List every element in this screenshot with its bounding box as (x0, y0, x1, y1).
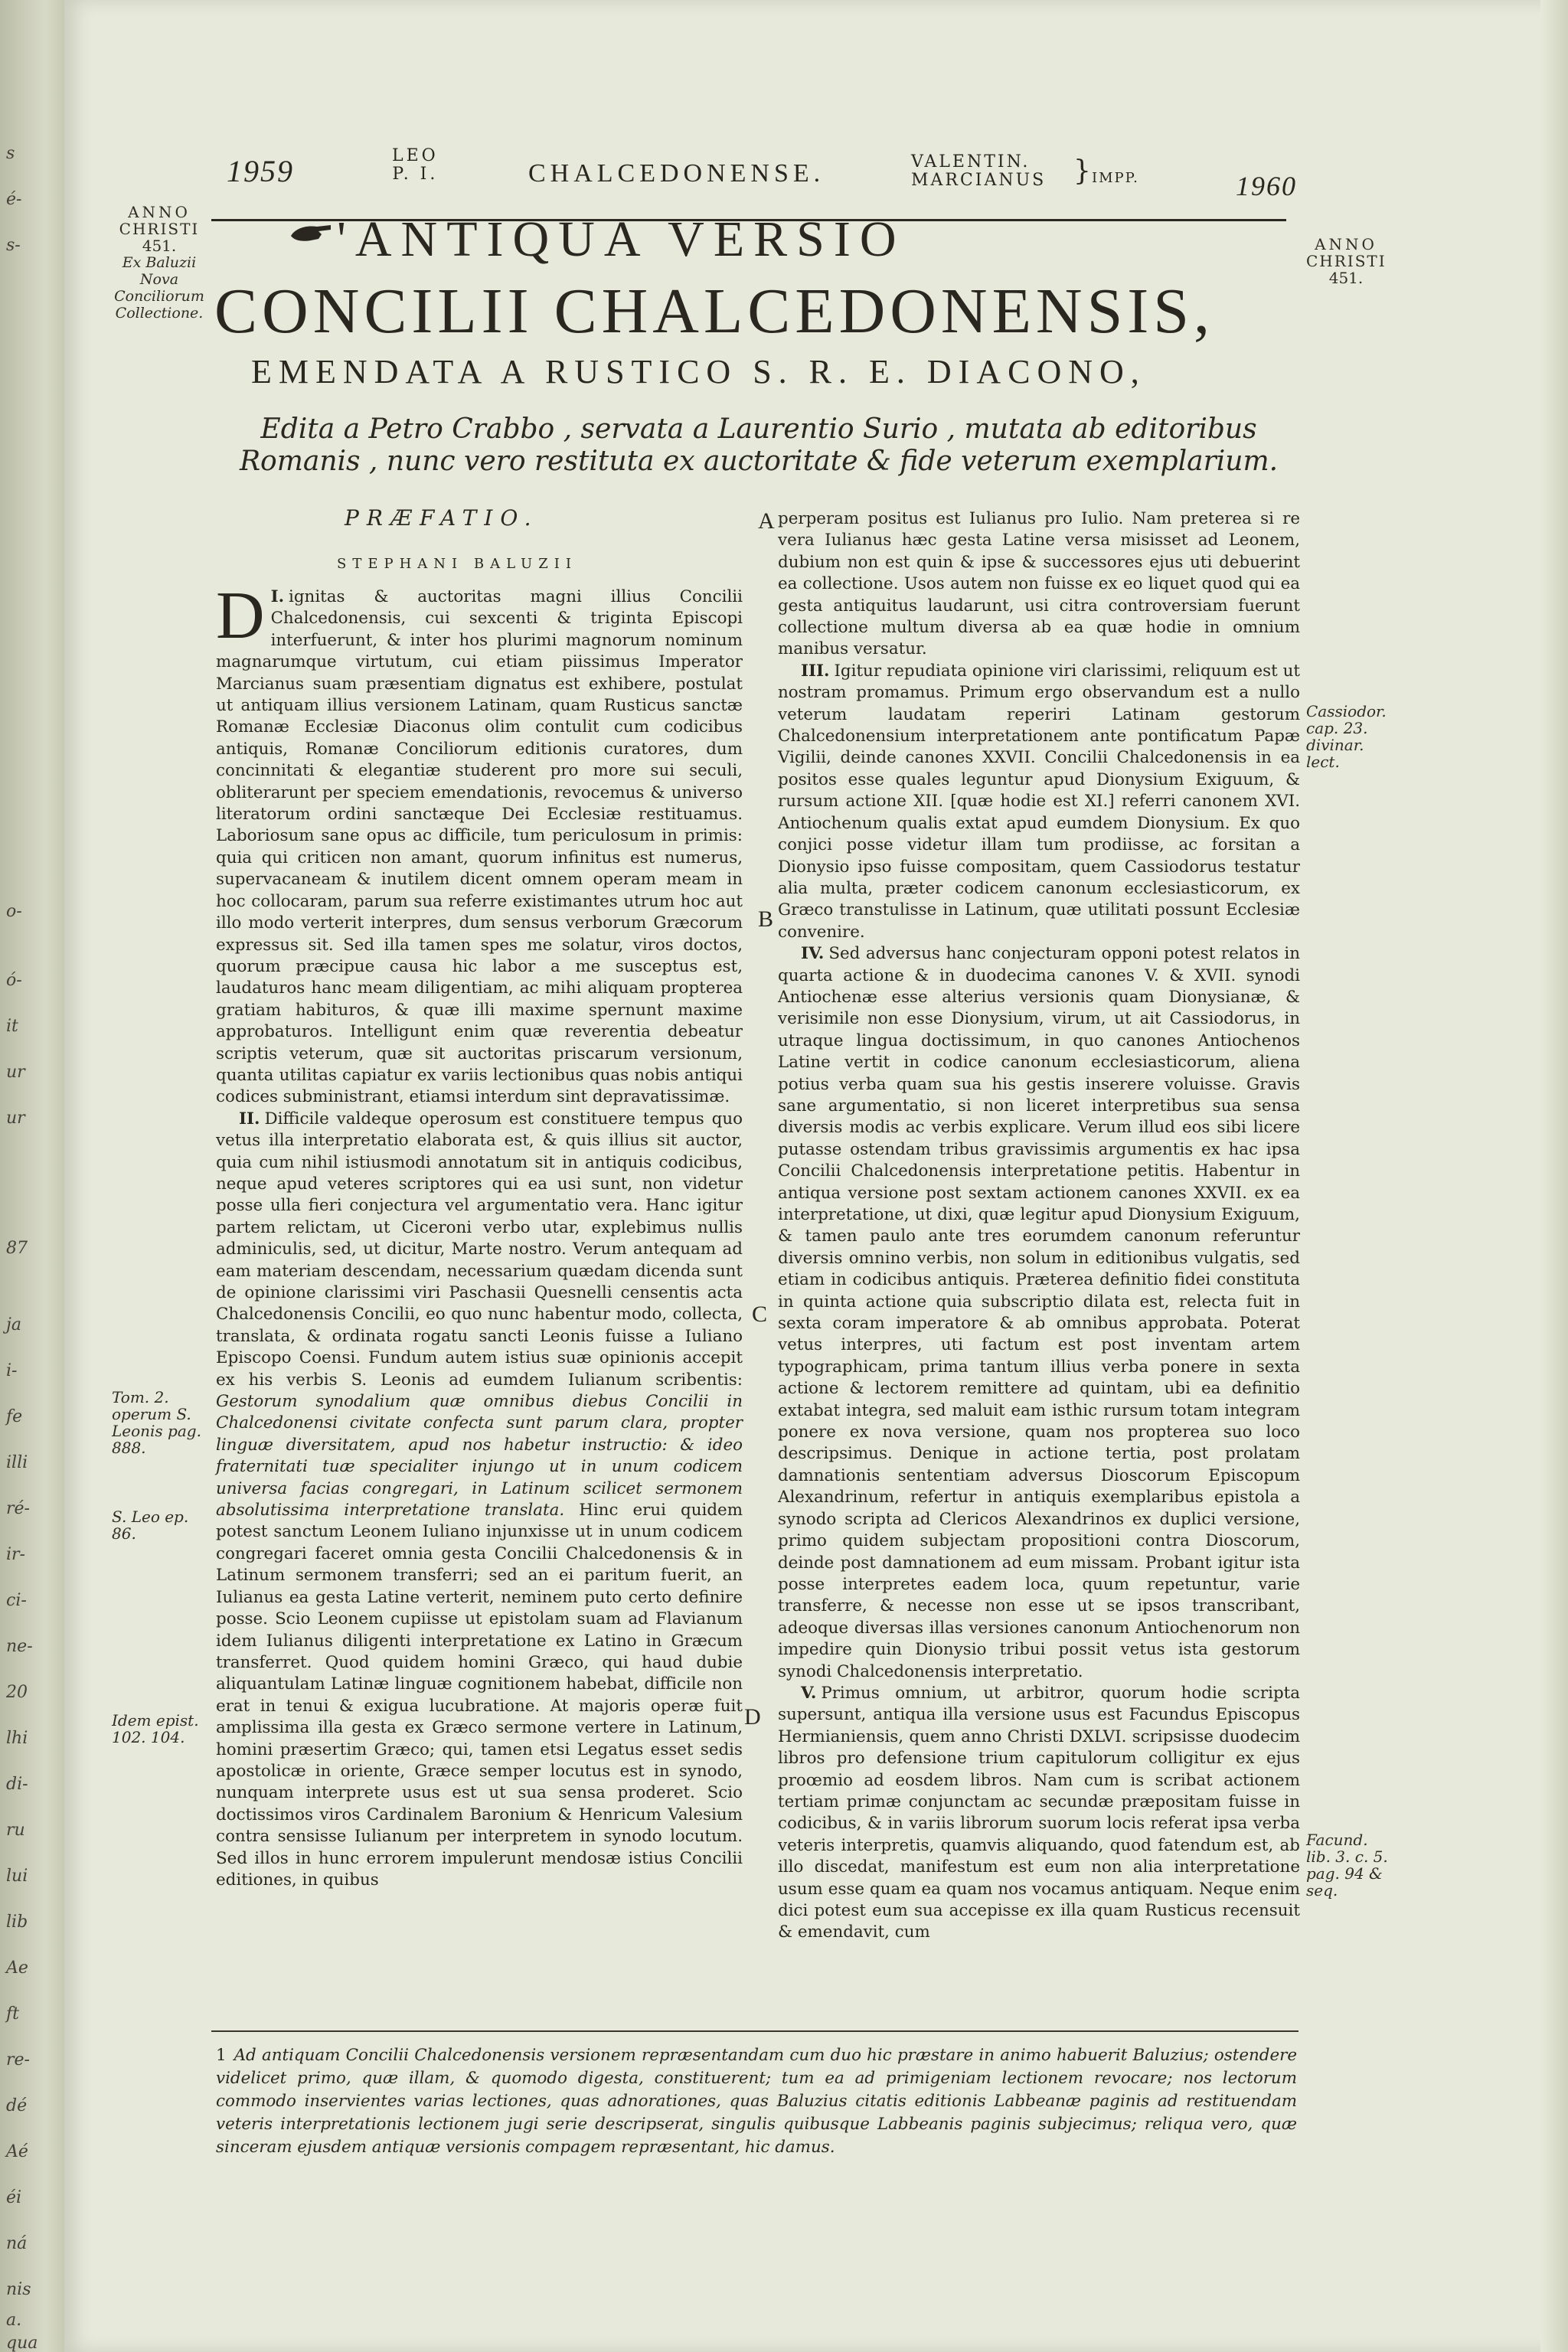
adjacent-page-fragment: ft (6, 2004, 19, 2024)
adjacent-page-fragment: 20 (6, 1683, 28, 1702)
section-text: Igitur repudiata opinione viri clarissimi, reliquum est ut nostram promamus. Primum ergo observandum est a nullo veterum laudatam reperiri Latinam gestorum Chalcedonensium interpretationem ante pontificatum Papæ Vigilii, deinde canones XXVII. Concilii Chalcedonensis in ea positos esse quales leguntur apud Dionysium Exiguum, & rursum actione XII. [quæ hodie est XI.] referri canonem XVI. Antiochenum qualis extat apud eumdem Dionysium. Ex quo conjici posse videtur illam tum prodiisse, ac forsitan a Dionysio ipso fuisse compositam, quem Cassiodorus testatur alia multa, præter codicem canonum ecclesiasticorum, ex Græco transtulisse in Latinum, quæ utilitati possunt Ecclesiæ convenire. (778, 661, 1300, 942)
section-number: I. (270, 587, 285, 606)
adjacent-page-fragment: é- (6, 190, 22, 209)
footnote-rule (211, 2030, 1298, 2032)
adjacent-page-fragment: Aé (6, 2142, 28, 2161)
title-line-3: EMENDATA A RUSTICO S. R. E. DIACONO, (251, 353, 1146, 390)
anno-label: ANNO (128, 203, 191, 221)
left-text-column (216, 579, 743, 1891)
adjacent-page-fragment: ná (6, 2234, 28, 2253)
footnote-mark: 1 (216, 2046, 227, 2065)
year-label: 451. (142, 237, 177, 255)
adjacent-page-fragment: lib (6, 1913, 28, 1932)
emperors-label (911, 153, 1046, 190)
adjacent-page-fragment: ne- (6, 1637, 33, 1656)
footnote (216, 2044, 1297, 2159)
section-5 (778, 1683, 1300, 1944)
adjacent-page-fragment: di- (6, 1775, 28, 1794)
margin-note-leo-ep: S. Leo ep. 86. (112, 1508, 189, 1543)
source-note: Ex Baluzii Nova Conciliorum Collectione. (114, 254, 204, 322)
section-text: Difficile valdeque operosum est constituere tempus quo vetus illa interpretatio elaborata est, & quis illius sit auctor, quia cum nihil istiusmodi annotatum sit in antiquis codicibus, neque apud veteres scriptores qui ea usi sunt, non videtur posse ulla fieri conjectura vel argumentatio vera. Hanc igitur partem relictam, ut Ciceroni verbo utar, explebimus nullis adminiculis, sed, ut dicitur, Marte nostro. Verum antequam ad eam materiam descendam, necessarium quædam dicenda sunt de opinione clarissimi viri Paschasii Quesnelli censentis acta Chalcedonensis Concilii, eo quo nunc habentur modo, collecta, translata, & ordinata rogatu sancti Leonis fuisse a Iuliano Episcopo Coensi. Fundum autem istius suæ opinionis accepit ex his verbis S. Leonis ad eumdem Iulianum scribentis: (216, 1109, 743, 1390)
adjacent-page-fragment: illi (6, 1453, 28, 1472)
right-text-column (778, 508, 1300, 1944)
margin-note-tom: Tom. 2. operum S. Leonis pag. 888. (112, 1388, 201, 1457)
adjacent-page-fragment: ir- (6, 1545, 25, 1564)
adjacent-page-fragment: 87 (6, 1239, 28, 1258)
page-edge-shadow (1540, 0, 1568, 2352)
section-letter-d: D (744, 1704, 761, 1730)
section-2 (216, 1109, 743, 1892)
adjacent-page-fragment: ci- (6, 1591, 27, 1610)
emperor-valentinian: VALENTIN. (911, 152, 1031, 172)
adjacent-page-fragment: Ae (6, 1958, 28, 1978)
title-subtitle: Edita a Petro Crabbo , servata a Laurentio Surio , mutata ab editoribus Romanis , nunc vero restituta ex auctoritate & fide veterum exemplarium. (239, 413, 1279, 477)
section-letter-b: B (758, 906, 774, 932)
adjacent-page-fragment: qua (6, 2334, 38, 2352)
adjacent-page-fragment: it (6, 1017, 18, 1036)
adjacent-page-fragment: ó- (6, 971, 22, 990)
pope-label (392, 147, 439, 184)
leo-quotation: Gestorum synodalium quæ omnibus diebus Concilii in Chalcedonensi civitate confecta sunt parum clara, propter linguæ diversitatem, apud nos habetur instructio: & ideo fraternitati tuæ specialiter injungo ut in unum codicem universa facias congregari, in Latinum scilicet sermonem absolutissima interpretatione translata. (216, 1392, 743, 1521)
adjacent-page-fragment: ru (6, 1821, 25, 1840)
brace-glyph: } (1073, 155, 1091, 187)
adjacent-page-fragment: re- (6, 2050, 30, 2069)
adjacent-page-fragment: ja (6, 1315, 21, 1334)
praefatio-author: STEPHANI BALUZII (337, 556, 577, 572)
emperors-suffix: IMPP. (1092, 170, 1139, 186)
adjacent-page-fragment: ré- (6, 1499, 30, 1518)
running-title: CHALCEDONENSE. (528, 159, 825, 188)
section-number: V. (801, 1683, 817, 1703)
page-number-left: 1959 (227, 154, 294, 188)
page-number-right: 1960 (1236, 171, 1297, 201)
adjacent-page-fragment: ur (6, 1109, 25, 1128)
adjacent-page-fragment: éi (6, 2188, 22, 2207)
adjacent-page-fragment: dé (6, 2096, 28, 2115)
christi-label: CHRISTI (119, 220, 200, 238)
drop-cap: D (216, 579, 265, 653)
section-4 (778, 943, 1300, 1683)
section-3 (778, 661, 1300, 943)
christi-label: CHRISTI (1306, 252, 1387, 270)
title-line-2: CONCILII CHALCEDONENSIS, (214, 276, 1214, 347)
anno-label: ANNO (1315, 235, 1377, 253)
section-letter-c: C (752, 1302, 768, 1327)
adjacent-page-fragment: lui (6, 1867, 28, 1886)
section-2-continued: perperam positus est Iulianus pro Iulio. Nam preterea si re vera Iulianus hæc gesta Latine versa misisset ad Leonem, dubium non est quin & ipse & successores ejus uti debuerint ea collectione. Usos autem non fuisse ex eo liquet quod qui ea gesta antiquitus laudarunt, usi citra controversiam fuerunt collectione multum diversa ab ea quæ hodie in omnium manibus versatur. (778, 509, 1300, 659)
adjacent-page-fragment: s (6, 144, 15, 163)
section-text: ignitas & auctoritas magni illius Concilii Chalcedonensis, cui sexcenti & triginta Episcopi interfuerunt, & inter hos plurimi magnorum nominum magnarumque virtutum, cui etiam piissimus Imperator Marcianus suam præsentiam dignatus est exhibere, postulat ut antiquam illius versionem Latinam, quam Rusticus sanctæ Romanæ Ecclesiæ Diaconus olim contulit cum codicibus antiquis, Romanæ Conciliorum editionis curatores, dum concinnitati & elegantiæ studerent pro more sui seculi, obliterarunt per speciem emendationis, revocemus & universo literatorum ordini sanctæque Dei Ecclesiæ restituamus. Laboriosum sane opus ac difficile, tum periculosum in primis: quia qui criticen non amant, quorum infinitus est numerus, supervacaneam & inutilem dicent omnem operam meam in hoc collocaram, parum sua referre existimantes utrum hoc aut illo modo verterit interpres, dum sensus verborum Græcorum expressus sit. Sed illa tamen spes me solatur, viros doctos, quorum præcipue causa hic labor a me susceptus est, laudaturos hanc meam diligentiam, ac mihi aliquam propterea gratiam habituros, & quæ illi maxime spernunt maxime approbaturos. Intelligunt enim quæ reverentia debeatur scriptis veterum, quæ sit auctoritas priscarum versionum, quanta utilitas capiatur ex variis lectionibus quas nobis antiqui codices subministrant, etiamsi interdum sint depravatissimæ. (216, 587, 743, 1107)
section-text-continued: Hinc erui quidem potest sanctum Leonem Iuliano injunxisse ut in unum codicem congregari faceret omnia gesta Concilii Chalcedonensis & in Latinum sermonem transferri; sed an ei paritum fuerit, an Iulianus ea gesta Latine verterit, neminem puto certo definire posse. Scio Leonem cupiisse ut epistolam suam ad Flavianum idem Iulianus diligenti interpretatione ex Latino in Græcum transferret. Quod quidem homini Græco, qui haud dubie aliquantulam Latinæ linguæ cognitionem habebat, difficile non erat in tenui & exigua lucubratione. At majoris operæ fuit amplissima illa gesta ex Græco sermone vertere in Latinum, homini præsertim Græco; qui, tamen etsi Legatus esset sedis apostolicæ in oriente, Græce semper locutus est in synodo, nunquam interprete usus est ut sua sensa proderet. Scio doctissimos viros Cardinalem Baronium & Henricum Valesium contra sensisse Iulianum per interpretem in synodo locutum. Sed illos in hunc errorem impulerunt mendosæ istius Concilii editiones, in quibus (216, 1501, 743, 1890)
adjacent-page-fragment: fe (6, 1407, 23, 1426)
anno-christi-left (113, 204, 205, 322)
section-letter-a: A (758, 508, 775, 534)
section-text: Primus omnium, ut arbitror, quorum hodie scripta supersunt, antiqua illa versione usus est Facundus Episcopus Hermianiensis, quem anno Christi DXLVI. scripsisse duodecim libros pro defensione trium capitulorum colligitur ex ejus proœmio ad eosdem libros. Nam cum is scribat actionem tertiam primæ conjunctam ac secundæ præpositam fuisse in codicibus, & in variis librorum suorum locis referat ipsa verba veteris interpretis, quamvis aliquando, quod fatendum est, ab illo discedat, manifestum est eum non alia interpretatione usum esse quam ea quam nos vocamus antiquam. Neque enim dici potest eum sua accepisse ex illa quam Rusticus recensuit & emendavit, cum (778, 1683, 1300, 1942)
adjacent-page-fragment: ur (6, 1063, 25, 1082)
pointing-hand-icon (288, 214, 334, 251)
adjacent-page-fragment: a. (6, 2311, 22, 2330)
praefatio-heading: PRÆFATIO. (345, 505, 539, 531)
year-label: 451. (1328, 269, 1364, 287)
section-number: II. (239, 1109, 260, 1129)
section-1 (216, 579, 743, 1109)
adjacent-page-fragment: s- (6, 236, 21, 255)
adjacent-page-fragment: nis (6, 2280, 31, 2299)
adjacent-page-fragment: o- (6, 902, 22, 921)
pope-ordinal: P. I. (392, 165, 439, 184)
footnote-text: Ad antiquam Concilii Chalcedonensis versionem repræsentandam cum duo hic præstare in animo habuerit Baluzius; ostendere videlicet primo, quæ illam, & quomodo digesta, constituerent; tum ea ad primigeniam lectionem revocare; nos lectorum commodo inservientes varias lectiones, quas adnorationes, quas Baluzius citatis editionis Labbeanæ paginis ad restituendam veteris interpretationis lectionem jugi serie descripserat, singulis quibusque Labbeanis paginis subjecimus; reliqua vero, quæ sinceram ejusdem antiquæ versionis compagem repræsentant, hic damus. (216, 2046, 1297, 2157)
section-number: IV. (801, 944, 825, 964)
emperor-marcian: MARCIANUS (911, 171, 1047, 190)
section-number: III. (801, 661, 830, 681)
anno-christi-right (1306, 236, 1386, 286)
section-text: Sed adversus hanc conjecturam opponi potest relatos in quarta actione & in duodecima canones V. & XVII. synodi Antiochenæ esse alterius versionis quam Dionysianæ, & verisimile non esse Dionysium, virum, ut ait Cassiodorus, in utraque lingua doctissimum, in quo canones Antiochenos Latine vertit in codice canonum ecclesiasticorum, aliena potius verba quam sua his gestis inserere voluisse. Gravis sane argumentatio, si non liceret interpretibus sua sensa diversis modis ac verbis explicare. Verum illud eos sibi licere putasse ostendam tribus gravissimis argumentis ex hac ipsa Concilii Chalcedonensis interpretatione petitis. Habentur in antiqua versione post sextam actionem canones XXVII. ex ea interpretatione, ut dixi, quæ legitur apud Dionysium Exiguum, & tamen paulo ante tres eorumdem canonum referuntur diversis omnino verbis, non solum in editionibus vulgatis, sed etiam in codicibus antiquis. Præterea definitio fidei constituta in quinta actione quia subscriptio dilata est, relecta fuit in sexta coram imperatore & ab omnibus approbata. Poterat vetus interpres, uti factum est post inventam artem typographicam, prima tantum illius verba ponere in sexta actione & lectorem remittere ad quintam, ubi ea definitio extabat integra, sed maluit eam isthic rursum totam integram ponere ex nova versione, quam nos propterea suo loco descripsimus. Denique in actione tertia, post prolatam damnationis sententiam adversus Dioscorum Episcopum Alexandrinum, refertur in antiquis exemplaribus epistola a synodo scripta ad Clericos Alexandrinos ex duplici versione, primo quidem subjectam propositioni contra Dioscorum, deinde post damnationem ad eum missam. Probant igitur ista posse interpretes eadem loca, quum repetuntur, varie transferre, & necesse non esse ut se ipsos transcribant, adeoque diversas illas versiones canonum Antiochenorum non impedire quin Dionysio tribui possit vetus ista gestorum synodi Chalcedonensis interpretatio. (778, 944, 1300, 1681)
pope-name: LEO (392, 146, 439, 165)
title-line-1: 'ANTIQUA VERSIO (337, 211, 906, 267)
margin-note-idem: Idem epist. 102. 104. (112, 1711, 199, 1746)
adjacent-page-fragment: lhi (6, 1729, 28, 1748)
margin-note-cassiodor: Cassiodor. cap. 23. divinar. lect. (1306, 702, 1387, 771)
adjacent-page-fragment: i- (6, 1361, 18, 1380)
margin-note-facund: Facund. lib. 3. c. 5. pag. 94 & seq. (1306, 1831, 1388, 1900)
adjacent-page-edge (0, 0, 64, 2352)
